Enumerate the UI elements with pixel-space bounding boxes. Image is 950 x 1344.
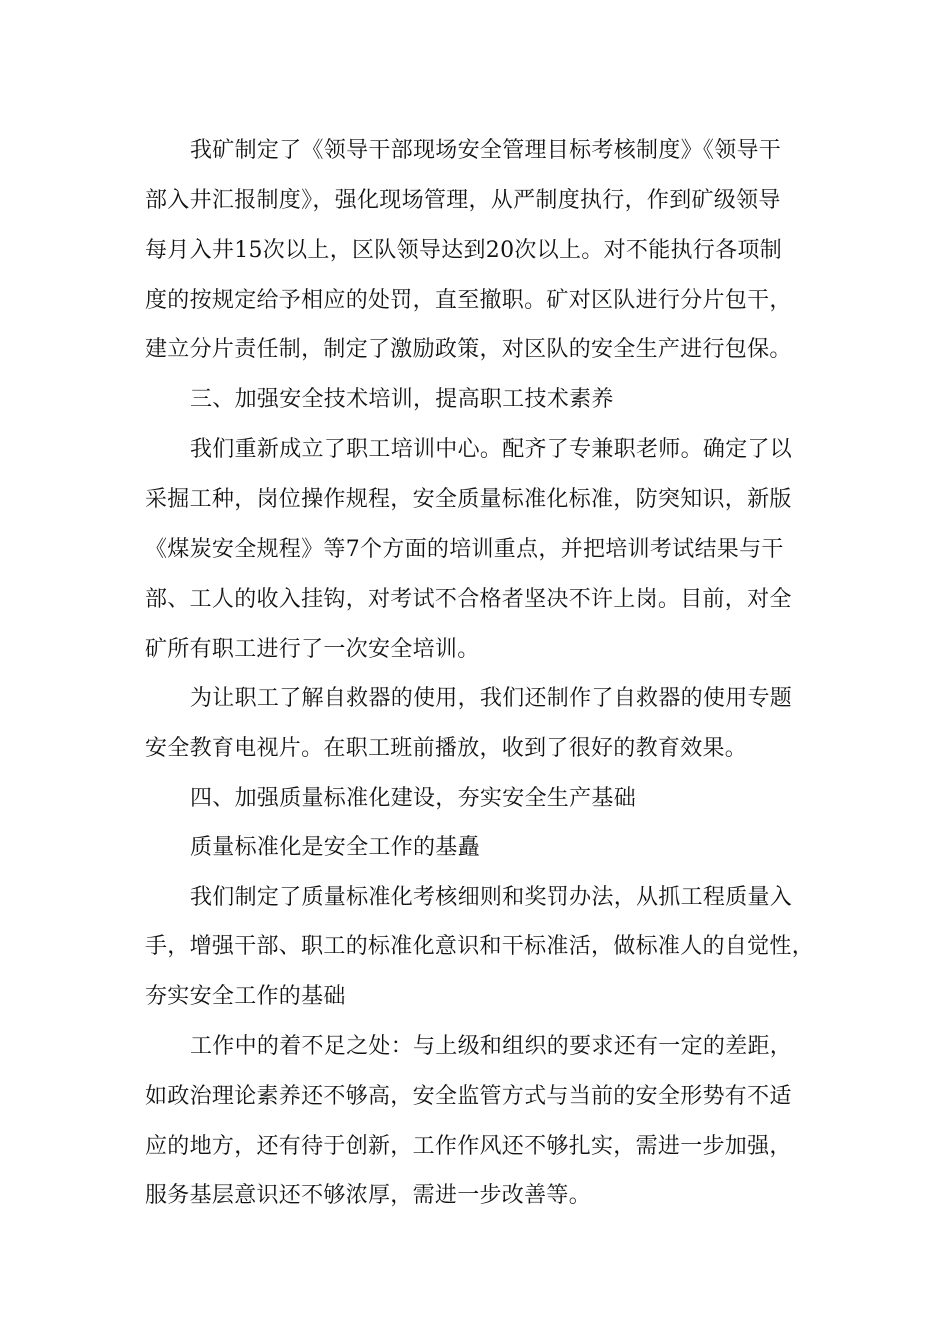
paragraph-5-line-2: 如政治理论素养还不够高，安全监管方式与当前的安全形势有不适 [145,1084,792,1109]
paragraph-3-line-2: 安全教育电视片。在职工班前播放，收到了很好的教育效果。 [145,736,748,761]
paragraph-2-line-2: 采掘工种，岗位操作规程，安全质量标准化标准，防突知识，新版 [145,487,792,512]
paragraph-2-line-3: 《煤炭安全规程》等7个方面的培训重点，并把培训考试结果与干 [145,537,784,562]
paragraph-5-line-1: 工作中的着不足之处：与上级和组织的要求还有一定的差距， [190,1034,793,1059]
paragraph-4-line-3: 夯实安全工作的基础 [145,984,346,1009]
paragraph-3-line-1: 为让职工了解自救器的使用，我们还制作了自救器的使用专题 [190,686,793,711]
paragraph-2-line-5: 矿所有职工进行了一次安全培训。 [145,637,480,662]
section-heading-3: 三、加强安全技术培训，提高职工技术素养 [190,387,614,412]
paragraph-5-line-4: 服务基层意识还不够浓厚，需进一步改善等。 [145,1183,592,1208]
paragraph-1-line-4: 度的按规定给予相应的处罚，直至撤职。矿对区队进行分片包干， [145,288,792,313]
paragraph-1-line-5: 建立分片责任制，制定了激励政策，对区队的安全生产进行包保。 [145,337,792,362]
paragraph-4-line-1: 我们制定了质量标准化考核细则和奖罚办法，从抓工程质量入 [190,885,793,910]
paragraph-2-line-1: 我们重新成立了职工培训中心。配齐了专兼职老师。确定了以 [190,437,793,462]
paragraph-1-line-1: 我矿制定了《领导干部现场安全管理目标考核制度》《领导干 [190,138,782,163]
section-heading-4: 四、加强质量标准化建设，夯实安全生产基础 [190,786,637,811]
paragraph-5-line-3: 应的地方，还有待于创新，工作作风还不够扎实，需进一步加强， [145,1134,792,1159]
paragraph-4-line-2: 手，增强干部、职工的标准化意识和干标准活，做标准人的自觉性， [145,934,815,959]
paragraph-1-line-3: 每月入井15次以上，区队领导达到20次以上。对不能执行各项制 [145,238,782,263]
paragraph-1-line-2: 部入井汇报制度》，强化现场管理，从严制度执行，作到矿级领导 [145,188,781,213]
paragraph-2-line-4: 部、工人的收入挂钩，对考试不合格者坚决不许上岗。目前，对全 [145,587,792,612]
subheading: 质量标准化是安全工作的基矗 [190,835,480,860]
